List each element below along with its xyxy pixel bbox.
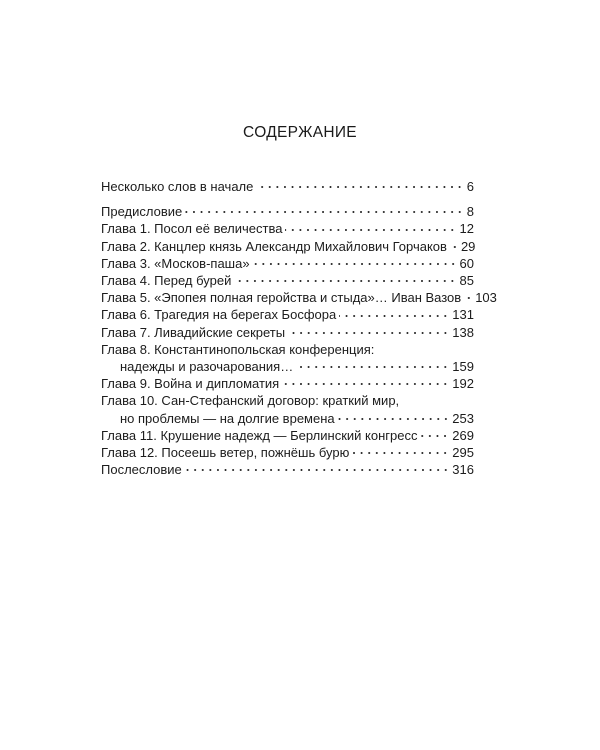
- toc-entry-title: Глава 6. Трагедия на берегах Босфора: [101, 307, 337, 323]
- toc-entry-title: Предисловие: [101, 204, 183, 220]
- toc-entry-page: 253: [452, 410, 474, 426]
- toc-entry-title: Глава 2. Канцлер князь Александр Михайлович Горчаков: [101, 238, 447, 254]
- toc-entry-chapter-3[interactable]: [101, 255, 474, 272]
- toc-entry-title-continued: надежды и разочарования…: [120, 359, 294, 375]
- toc-entry-chapter-10[interactable]: [101, 410, 474, 427]
- toc-entry-page: 295: [452, 445, 474, 461]
- leader-dots: [338, 414, 450, 424]
- toc-entry-chapter-4[interactable]: [101, 272, 474, 289]
- leader-dots: [288, 328, 449, 338]
- toc-entry-title: Несколько слов в начале: [101, 179, 254, 194]
- page-title: СОДЕРЖАНИЕ: [243, 124, 357, 141]
- toc-entry-title: Глава 5. «Эпопея полная геройства и стыда»… Иван Вазов: [101, 290, 462, 306]
- leader-dots: [420, 431, 449, 441]
- leader-dots: [282, 379, 449, 389]
- table-of-contents: [101, 178, 497, 478]
- leader-dots: [285, 225, 456, 235]
- toc-entry-page: 131: [452, 307, 474, 323]
- toc-entry-title: Глава 9. Война и дипломатия: [101, 376, 280, 392]
- toc-entry-chapter-1[interactable]: [101, 220, 474, 237]
- toc-entry-chapter-5[interactable]: [101, 289, 497, 306]
- toc-entry-chapter-9[interactable]: [101, 375, 474, 392]
- toc-entry-page: 138: [452, 324, 474, 340]
- toc-entry-page: 8: [466, 204, 474, 220]
- leader-dots: [253, 259, 457, 269]
- toc-entry-chapter-2[interactable]: [101, 238, 474, 255]
- toc-entry-chapter-6[interactable]: [101, 306, 474, 323]
- toc-entry-title: Глава 1. Посол её величества: [101, 221, 283, 237]
- toc-entry-chapter-10-title[interactable]: Глава 10. Сан-Стефанский договор: краткий мир,: [101, 393, 400, 409]
- toc-entry-chapter-12[interactable]: [101, 444, 474, 461]
- leader-dots: [256, 182, 463, 192]
- toc-entry-page: 192: [452, 376, 474, 392]
- toc-entry-page: 29: [460, 238, 476, 254]
- toc-entry-title: Глава 11. Крушение надежд — Берлинский конгресс: [101, 427, 418, 443]
- toc-entry-title: Глава 12. Посеешь ветер, пожнёшь бурю: [101, 445, 350, 461]
- toc-entry-title: Глава 3. «Москов-паша»: [101, 255, 250, 271]
- leader-dots: [339, 311, 449, 321]
- toc-entry-title-continued: но проблемы — на долгие времена: [120, 410, 335, 426]
- leader-dots: [296, 362, 449, 372]
- toc-entry-chapter-7[interactable]: [101, 324, 474, 341]
- toc-entry-page: 6: [466, 179, 474, 194]
- leader-dots: [352, 448, 449, 458]
- toc-entry-title: Послесловие: [101, 462, 182, 478]
- toc-entry-page: 12: [459, 221, 474, 237]
- toc-entry-afterword[interactable]: [101, 461, 474, 478]
- toc-entry-page: 159: [452, 359, 474, 375]
- leader-dots: [185, 465, 450, 475]
- toc-entry-page: 85: [459, 273, 474, 289]
- leader-dots: [185, 207, 464, 217]
- leader-dots: [464, 293, 472, 303]
- toc-entry-title: Глава 7. Ливадийские секреты: [101, 324, 286, 340]
- toc-entry-chapter-11[interactable]: [101, 427, 474, 444]
- toc-entry-page: 316: [452, 462, 474, 478]
- toc-entry-chapter-8-title[interactable]: Глава 8. Константинопольская конференция:: [101, 341, 375, 357]
- leader-dots: [234, 276, 456, 286]
- toc-entry-chapter-8[interactable]: [101, 358, 474, 375]
- toc-entry-intro[interactable]: [101, 178, 474, 195]
- toc-entry-page: 60: [459, 255, 474, 271]
- toc-entry-title: Глава 4. Перед бурей: [101, 273, 232, 289]
- toc-entry-page: 103: [475, 290, 497, 306]
- toc-entry-preface[interactable]: [101, 203, 474, 220]
- toc-entry-page: 269: [452, 427, 474, 443]
- leader-dots: [450, 242, 458, 252]
